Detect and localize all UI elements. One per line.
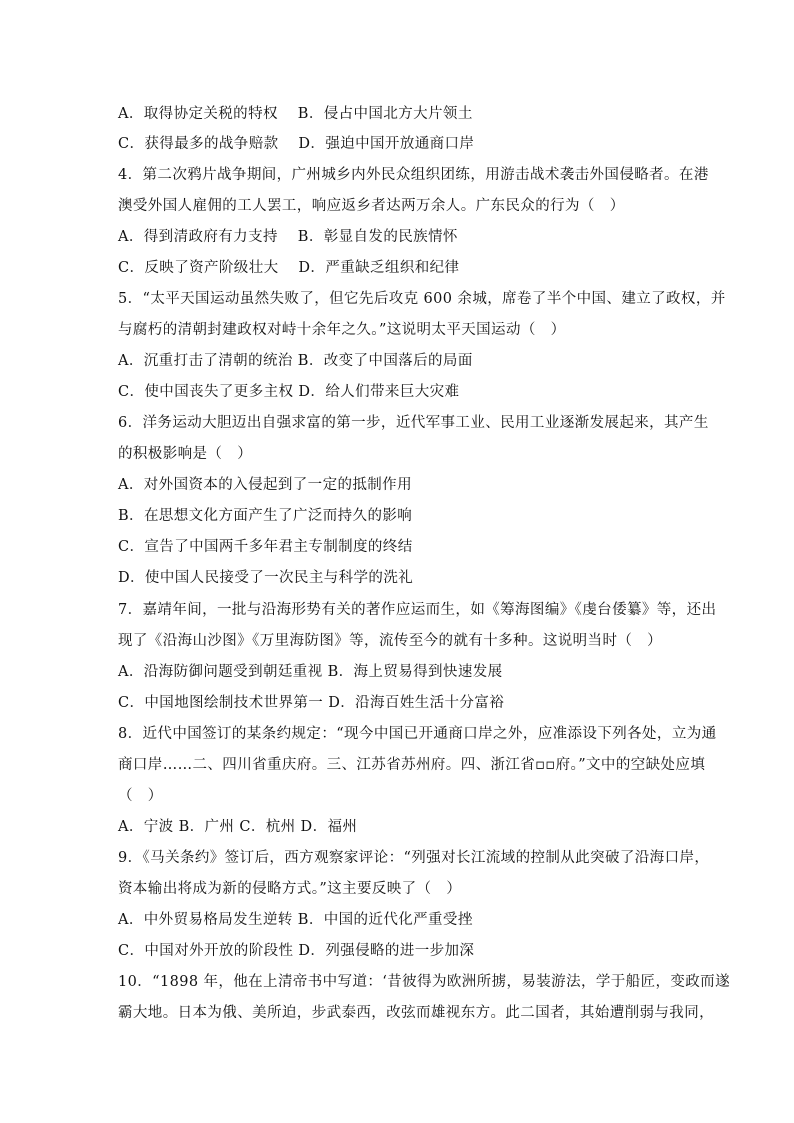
- text-line: 4．第二次鸦片战争期间，广州城乡内外民众组织团练，用游击战术袭击外国侵略者。在港: [118, 167, 709, 183]
- text-line: 澳受外国人雇佣的工人罢工，响应返乡者达两万余人。广东民众的行为（ ）: [118, 198, 625, 214]
- text-line: 商口岸……二、四川省重庆府。三、江苏省苏州府。四、浙江省▫▫府。”文中的空缺处应填: [118, 757, 706, 773]
- text-line: 7．嘉靖年间，一批与沿海形势有关的著作应运而生，如《筹海图编》《虔台倭纂》等，还出: [118, 602, 717, 618]
- text-line: A．中外贸易格局发生逆转 B．中国的近代化严重受挫: [118, 912, 473, 928]
- text-line: C．反映了资产阶级壮大 D．严重缺乏组织和纪律: [118, 260, 460, 276]
- text-line: A．宁波 B．广州 C．杭州 D．福州: [118, 819, 358, 835]
- text-line: A．对外国资本的入侵起到了一定的抵制作用: [118, 477, 412, 493]
- text-line: 资本输出将成为新的侵略方式。”这主要反映了（ ）: [118, 881, 462, 897]
- text-line: A．沿海防御问题受到朝廷重视 B．海上贸易得到快速发展: [118, 664, 503, 680]
- text-line: C．使中国丧失了更多主权 D．给人们带来巨大灾难: [118, 384, 460, 400]
- text-line: 的积极影响是（ ）: [118, 446, 253, 462]
- text-line: C．中国地图绘制技术世界第一 D．沿海百姓生活十分富裕: [118, 695, 505, 711]
- text-line: B．在思想文化方面产生了广泛而持久的影响: [118, 508, 413, 524]
- text-line: C．获得最多的战争赔款 D．强迫中国开放通商口岸: [118, 136, 475, 152]
- text-line: 与腐朽的清朝封建政权对峙十余年之久。”这说明太平天国运动（ ）: [118, 322, 566, 338]
- text-line: A．取得协定关税的特权 B．侵占中国北方大片领土: [118, 106, 473, 122]
- text-line: （ ）: [118, 788, 163, 804]
- text-line: 8．近代中国签订的某条约规定：“现今中国已开通商口岸之外，应准添设下列各处，立为通: [118, 726, 717, 742]
- text-line: C．中国对外开放的阶段性 D．列强侵略的进一步加深: [118, 943, 475, 959]
- text-line: 5．“太平天国运动虽然失败了，但它先后攻克 600 余城，席卷了半个中国、建立了政权，并: [118, 291, 726, 307]
- text-line: 霸大地。日本为俄、美所迫，步武泰西，改弦而雄视东方。此二国者，其始遭削弱与我同，: [118, 1005, 714, 1021]
- text-line: A．沉重打击了清朝的统治 B．改变了中国落后的局面: [118, 353, 473, 369]
- text-line: 现了《沿海山沙图》《万里海防图》等，流传至今的就有十多种。这说明当时（ ）: [118, 633, 663, 649]
- text-line: D．使中国人民接受了一次民主与科学的洗礼: [118, 570, 414, 586]
- text-line: C．宣告了中国两千多年君主专制制度的终结: [118, 539, 413, 555]
- text-line: 9．《马关条约》签订后，西方观察家评论：“列强对长江流域的控制从此突破了沿海口岸，: [118, 850, 710, 866]
- text-line: 10．“1898 年，他在上清帝书中写道：‘昔彼得为欧洲所掳，易装游法，学于船匠，变政而遂: [118, 974, 730, 990]
- text-line: 6．洋务运动大胆迈出自强求富的第一步，近代军事工业、民用工业逐渐发展起来，其产生: [118, 415, 709, 431]
- text-line: A．得到清政府有力支持 B．彰显自发的民族情怀: [118, 229, 458, 245]
